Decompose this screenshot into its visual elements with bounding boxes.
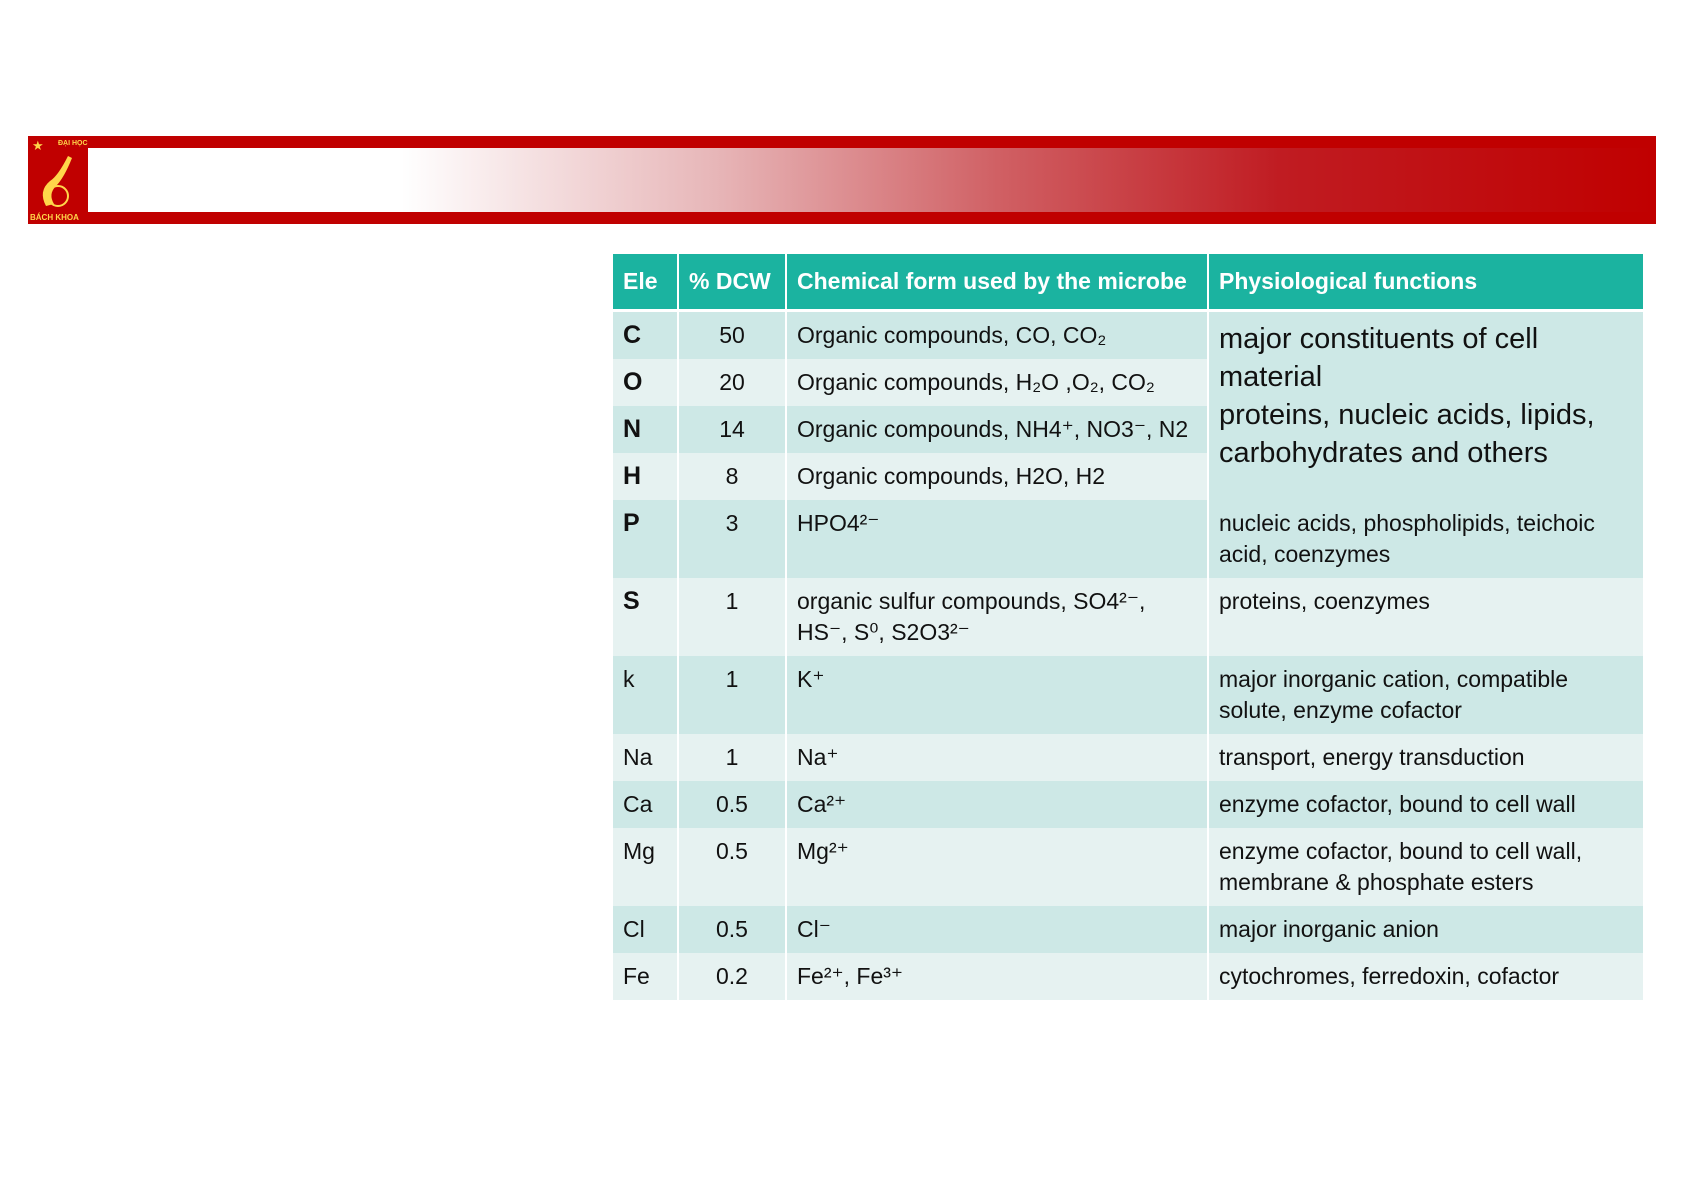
function-cell: proteins, coenzymes (1208, 578, 1644, 656)
function-cell: major inorganic anion (1208, 906, 1644, 953)
chemical-form-cell: HPO4²⁻ (786, 500, 1208, 578)
dcw-cell: 3 (678, 500, 786, 578)
element-cell: Ca (613, 781, 678, 828)
header-dcw: % DCW (678, 254, 786, 311)
dcw-cell: 0.5 (678, 906, 786, 953)
major-function-line2: proteins, nucleic acids, lipids, carbohydrates and others (1219, 399, 1595, 469)
dcw-cell: 0.5 (678, 828, 786, 906)
major-function-line1: major constituents of cell material (1219, 323, 1539, 393)
chemical-form-cell: Organic compounds, H2O, H2 (786, 453, 1208, 500)
element-cell: O (613, 359, 678, 406)
title-banner (28, 136, 1656, 224)
chemical-form-cell: Fe²⁺, Fe³⁺ (786, 953, 1208, 1000)
table-header-row (613, 254, 1644, 311)
table-row (613, 656, 1644, 734)
chemical-form-cell: Organic compounds, CO, CO₂ (786, 311, 1208, 360)
dcw-cell: 1 (678, 656, 786, 734)
dcw-cell: 20 (678, 359, 786, 406)
dcw-cell: 14 (678, 406, 786, 453)
element-cell: P (613, 500, 678, 578)
table-row (613, 500, 1644, 578)
dcw-cell: 1 (678, 734, 786, 781)
dcw-cell: 0.2 (678, 953, 786, 1000)
table-row (613, 828, 1644, 906)
element-cell: N (613, 406, 678, 453)
table-row (613, 781, 1644, 828)
element-cell: Fe (613, 953, 678, 1000)
element-cell: Mg (613, 828, 678, 906)
function-cell: major inorganic cation, compatible solute, enzyme cofactor (1208, 656, 1644, 734)
star-icon: ★ (32, 138, 44, 153)
function-cell: enzyme cofactor, bound to cell wall (1208, 781, 1644, 828)
logo-emblem-icon (28, 136, 88, 224)
element-cell: Cl (613, 906, 678, 953)
major-function-cell (1208, 311, 1644, 501)
chemical-form-cell: organic sulfur compounds, SO4²⁻, HS⁻, S⁰, S2O3²⁻ (786, 578, 1208, 656)
chemical-form-cell: Ca²⁺ (786, 781, 1208, 828)
logo-bottom-text: BÁCH KHOA (30, 213, 79, 222)
header-physiological-functions: Physiological functions (1208, 254, 1644, 311)
dcw-cell: 0.5 (678, 781, 786, 828)
dcw-cell: 50 (678, 311, 786, 360)
element-cell: H (613, 453, 678, 500)
element-cell: k (613, 656, 678, 734)
element-cell: S (613, 578, 678, 656)
chemical-form-cell: Organic compounds, NH4⁺, NO3⁻, N2 (786, 406, 1208, 453)
element-cell: Na (613, 734, 678, 781)
logo-top-text: ĐẠI HỌC (58, 140, 88, 147)
function-cell: nucleic acids, phospholipids, teichoic acid, coenzymes (1208, 500, 1644, 578)
table-row (613, 311, 1644, 360)
university-logo (28, 136, 88, 224)
table-row (613, 906, 1644, 953)
element-cell: C (613, 311, 678, 360)
function-cell: cytochromes, ferredoxin, cofactor (1208, 953, 1644, 1000)
header-ele: Ele (613, 254, 678, 311)
chemical-form-cell: Mg²⁺ (786, 828, 1208, 906)
chemical-form-cell: Organic compounds, H₂O ,O₂, CO₂ (786, 359, 1208, 406)
table-row (613, 578, 1644, 656)
table-row (613, 734, 1644, 781)
chemical-form-cell: Na⁺ (786, 734, 1208, 781)
dcw-cell: 8 (678, 453, 786, 500)
element-table (613, 254, 1645, 1000)
banner-gradient (88, 148, 1656, 212)
dcw-cell: 1 (678, 578, 786, 656)
function-cell: transport, energy transduction (1208, 734, 1644, 781)
function-cell: enzyme cofactor, bound to cell wall, membrane & phosphate esters (1208, 828, 1644, 906)
chemical-form-cell: Cl⁻ (786, 906, 1208, 953)
header-chemical-form: Chemical form used by the microbe (786, 254, 1208, 311)
table-row (613, 953, 1644, 1000)
chemical-form-cell: K⁺ (786, 656, 1208, 734)
